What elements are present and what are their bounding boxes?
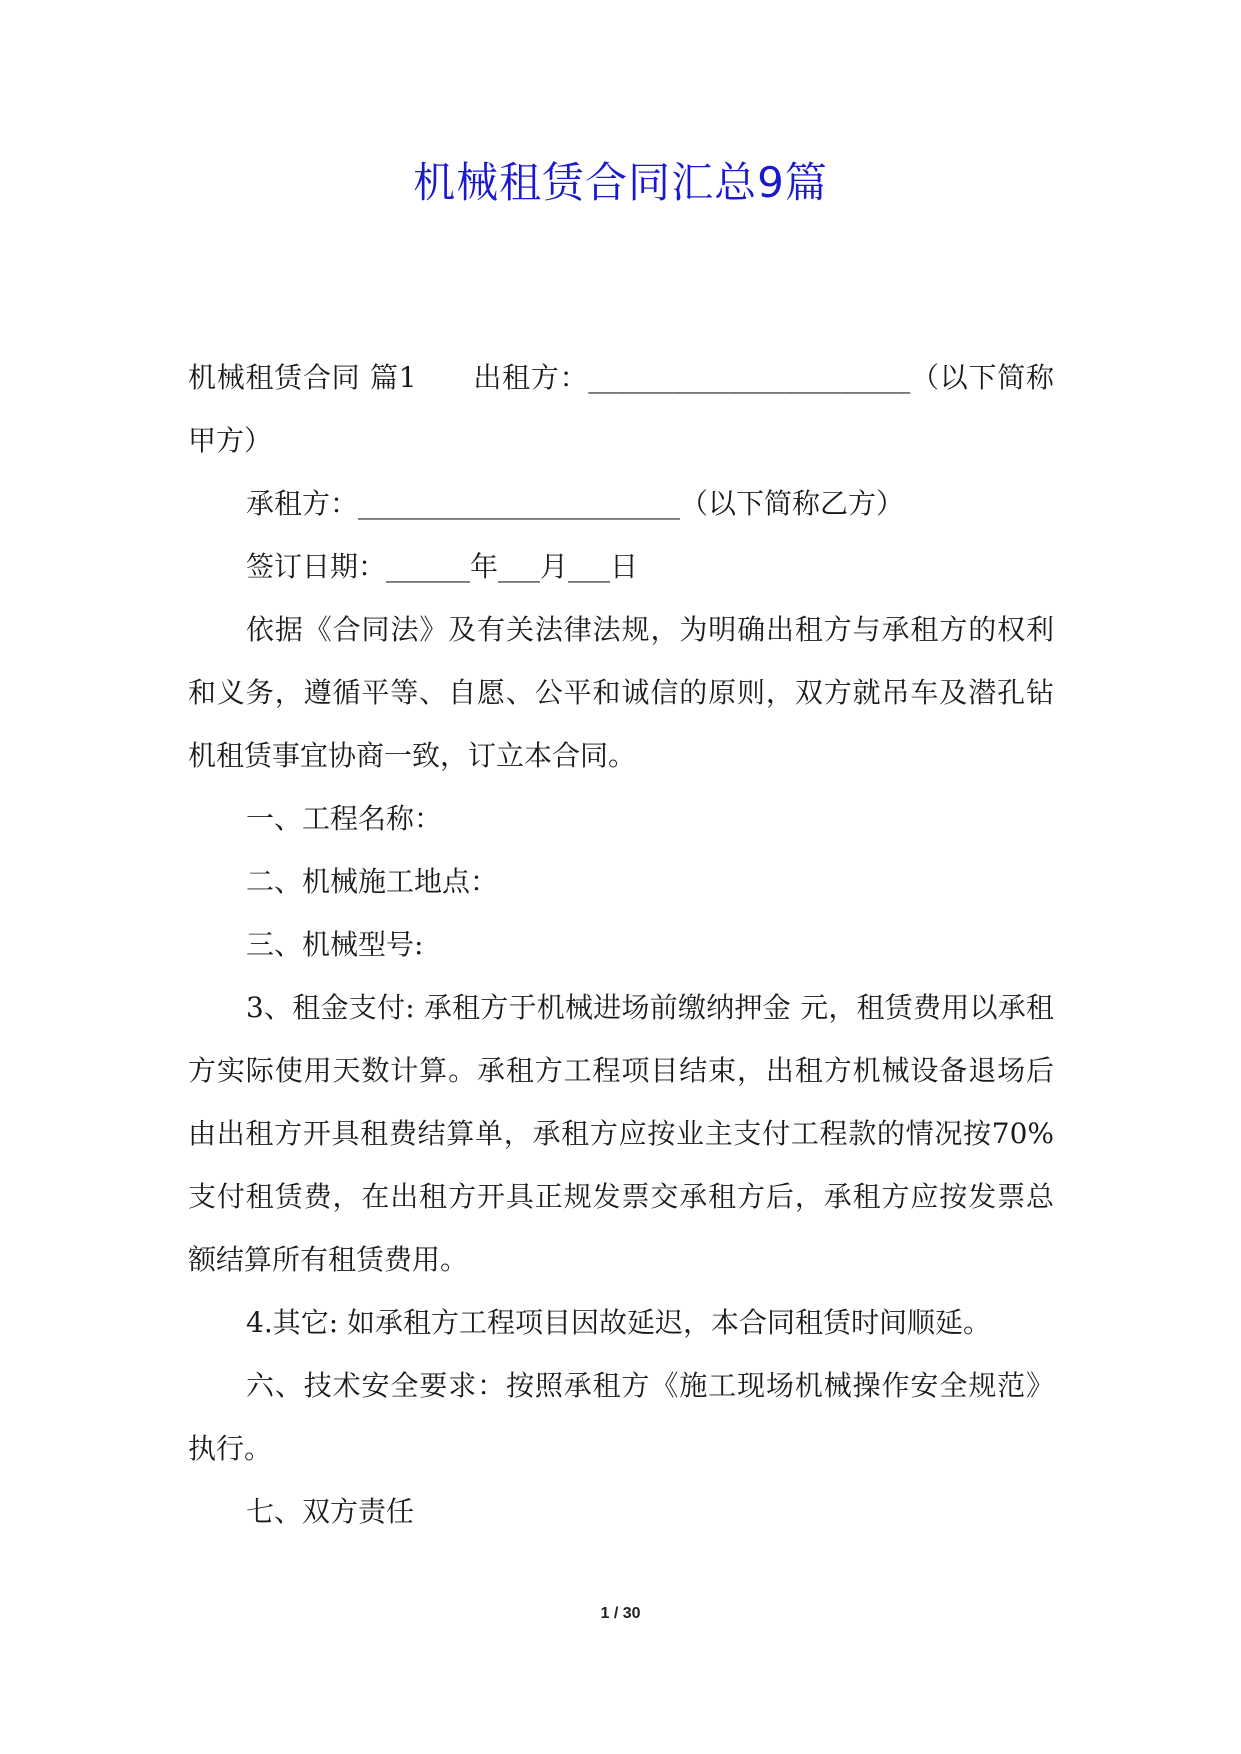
construction-site-line: 二、机械施工地点： <box>246 865 499 898</box>
document-title: 机械租赁合同汇总9篇 <box>413 158 828 207</box>
safety-requirements-paragraph: 六、技术安全要求：按照承租方《施工现场机械操作安全规范》执行。 <box>188 1369 1054 1465</box>
preamble-paragraph: 依据《合同法》及有关法律法规，为明确出租方与承租方的权利和义务，遵循平等、自愿、公平和诚信的原则，双方就吊车及潜孔钻机租赁事宜协商一致，订立本合同。 <box>188 613 1054 772</box>
page-number: 1 / 30 <box>600 1605 641 1622</box>
responsibilities-heading: 七、双方责任 <box>246 1495 415 1528</box>
other-terms-paragraph: 4.其它: 如承租方工程项目因故延迟，本合同租赁时间顺延。 <box>246 1306 992 1339</box>
contract-heading: 机械租赁合同 篇1 <box>188 361 417 394</box>
lessee-line: 承租方：_______________________（以下简称乙方） <box>246 487 905 520</box>
project-name-line: 一、工程名称： <box>246 802 443 835</box>
rent-payment-paragraph: 3、租金支付: 承租方于机械进场前缴纳押金 元，租赁费用以承租方实际使用天数计算。承租方工程项目结束，出租方机械设备退场后由出租方开具租费结算单，承租方应按业主支付工程款的情况按70%支付租赁费，在出租方开具正规发票交承租方后，承租方应按发票总额结算所有租赁费用。 <box>188 991 1054 1276</box>
document-body <box>188 346 1054 1543</box>
lessor-line: 出租方：_______________________（以下简称甲方） <box>188 361 1054 457</box>
machine-model-line: 三、机械型号: <box>246 928 424 961</box>
contract-heading-paragraph <box>188 346 1054 472</box>
signing-date-line: 签订日期：______年___月___日 <box>246 550 639 583</box>
